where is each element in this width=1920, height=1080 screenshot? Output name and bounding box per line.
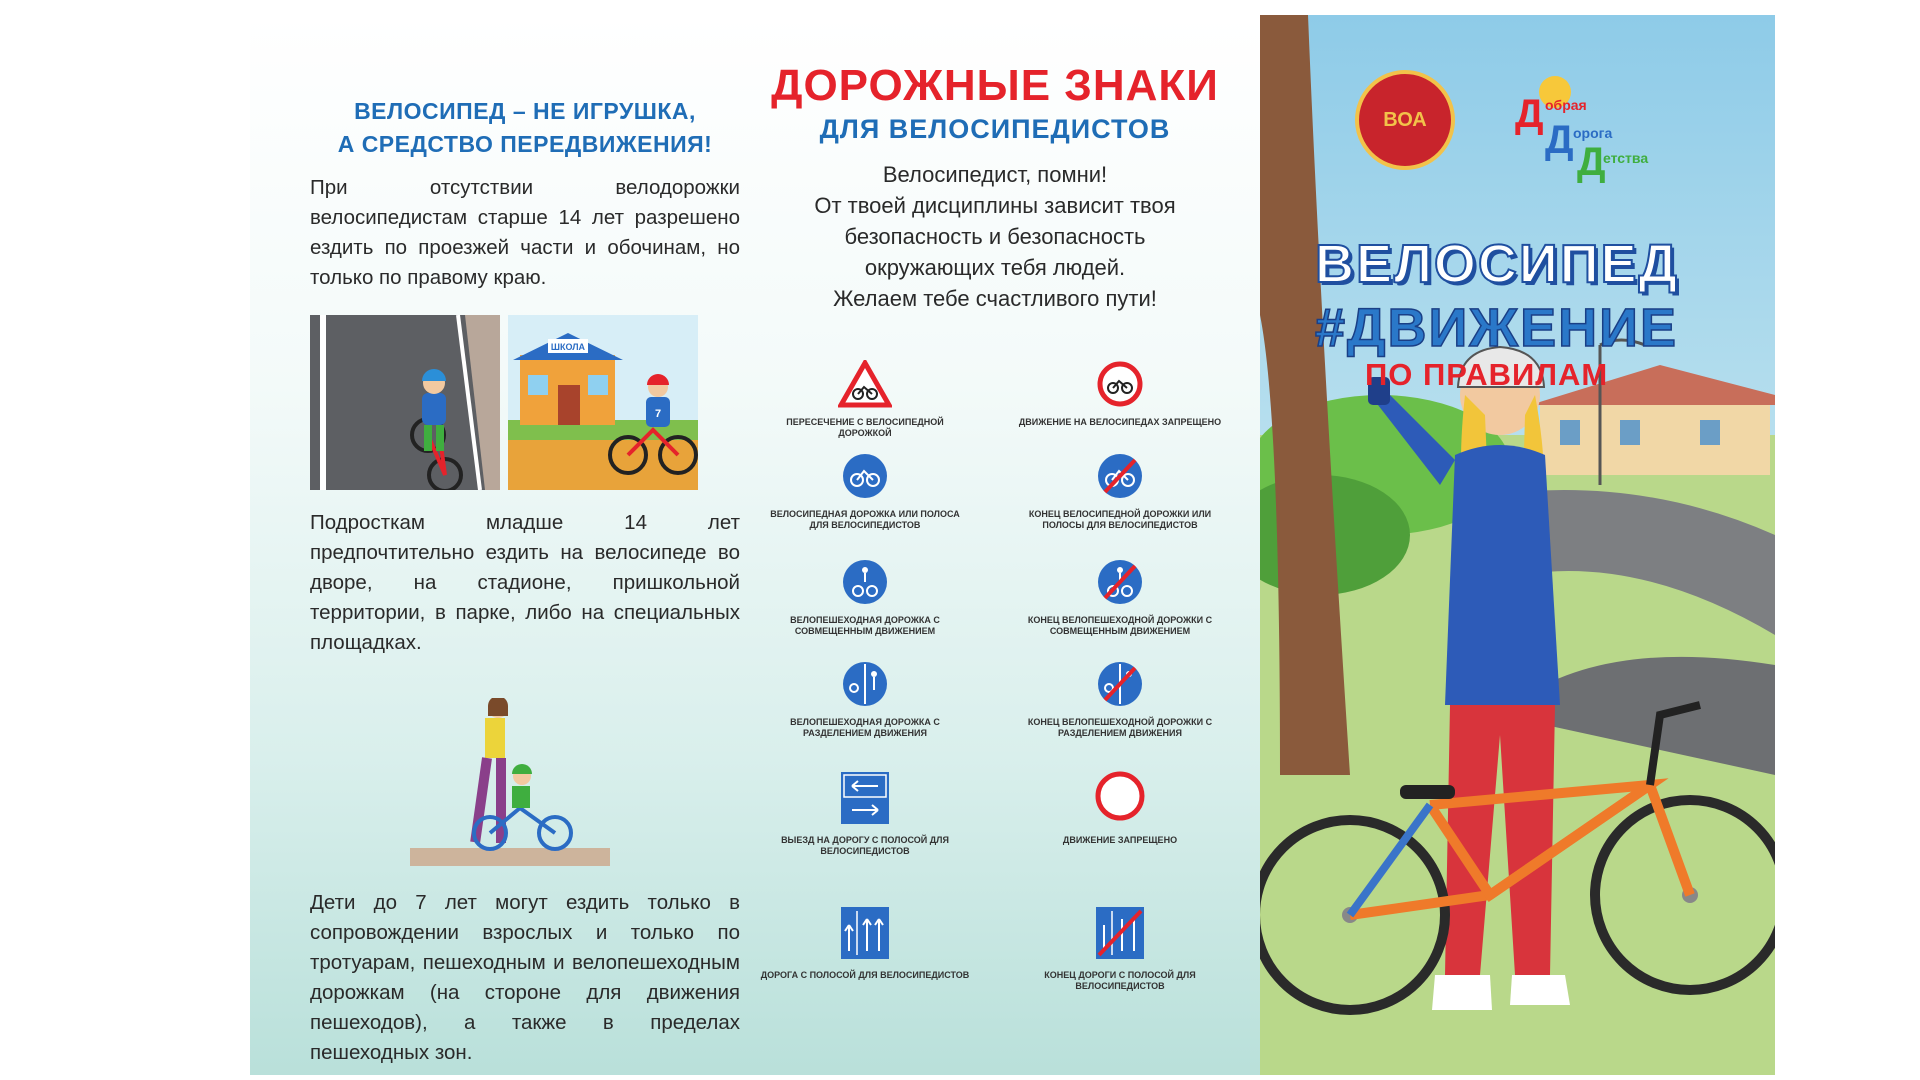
sign-caption: КОНЕЦ ВЕЛОПЕШЕХОДНОЙ ДОРОЖКИ С СОВМЕЩЕННЫМ ДВИЖЕНИЕМ bbox=[1027, 615, 1213, 636]
parent-child-illustration bbox=[410, 698, 610, 868]
illustration-row bbox=[310, 315, 740, 490]
split-path-icon bbox=[838, 660, 892, 708]
sign-caption: ВЕЛОСИПЕДНАЯ ДОРОЖКА ИЛИ ПОЛОСА ДЛЯ ВЕЛОСИПЕДИСТОВ bbox=[770, 509, 960, 530]
sign-caption: ВЫЕЗД НА ДОРОГУ С ПОЛОСОЙ ДЛЯ ВЕЛОСИПЕДИСТОВ bbox=[781, 835, 949, 856]
reminder-line: Велосипедист, помни! bbox=[882, 162, 1108, 187]
sign-item bbox=[1015, 558, 1225, 637]
sign-item bbox=[1015, 452, 1225, 531]
sign-caption: ВЕЛОПЕШЕХОДНАЯ ДОРОЖКА С СОВМЕЩЕННЫМ ДВИЖЕНИЕМ bbox=[790, 615, 940, 636]
end-shared-path-icon bbox=[1093, 558, 1147, 606]
road-bicycle-lane-icon bbox=[838, 905, 892, 961]
dobraya-doroga-logo bbox=[1515, 70, 1665, 184]
sign-caption: ДВИЖЕНИЕ ЗАПРЕЩЕНО bbox=[1062, 835, 1178, 845]
cover-title-line2: #ДВИЖЕНИЕ bbox=[1315, 298, 1678, 358]
sign-caption: ПЕРЕСЕЧЕНИЕ С ВЕЛОСИПЕДНОЙ ДОРОЖКОЙ bbox=[786, 417, 944, 438]
signs-title: ДОРОЖНЫЕ ЗНАКИ bbox=[771, 61, 1219, 110]
sign-item bbox=[760, 558, 970, 637]
sign-caption: КОНЕЦ ВЕЛОСИПЕДНОЙ ДОРОЖКИ ИЛИ ПОЛОСЫ ДЛЯ ВЕЛОСИПЕДИСТОВ bbox=[1028, 509, 1212, 530]
cover-panel bbox=[1260, 15, 1775, 1075]
sign-item bbox=[760, 360, 970, 439]
sign-caption: ДОРОГА С ПОЛОСОЙ ДЛЯ ВЕЛОСИПЕДИСТОВ bbox=[760, 970, 970, 980]
paragraph-young-children: Дети до 7 лет могут ездить только в сопровождении взрослых и только по тротуарам, пешеходным и велопешеходным дорожкам (на стороне для движения пешеходов), а также в пределах пешеходных зон. bbox=[310, 891, 740, 1064]
sign-item bbox=[760, 660, 970, 739]
signs-subtitle: ДЛЯ ВЕЛОСИПЕДИСТОВ bbox=[819, 114, 1171, 144]
voa-emblem-text: ВОА bbox=[1383, 108, 1427, 131]
reminder-line: Желаем тебе счастливого пути! bbox=[833, 286, 1157, 311]
cover-title-line3: ПО ПРАВИЛАМ bbox=[1365, 357, 1609, 392]
paragraph-teens: Подросткам младше 14 лет предпочтительно ездить на велосипеде во дворе, на стадионе, пришкольной территории, в парке, либо на специальных площадках. bbox=[310, 511, 740, 654]
sign-caption: КОНЕЦ ДОРОГИ С ПОЛОСОЙ ДЛЯ ВЕЛОСИПЕДИСТОВ bbox=[1044, 970, 1196, 991]
left-column bbox=[310, 75, 740, 1068]
middle-column bbox=[770, 60, 1220, 314]
sign-item bbox=[1015, 770, 1225, 846]
cover-title-line1: ВЕЛОСИПЕД bbox=[1315, 234, 1680, 294]
end-road-bicycle-lane-icon bbox=[1093, 905, 1147, 961]
left-heading bbox=[310, 95, 740, 161]
no-bicycles-icon bbox=[1093, 360, 1147, 408]
brochure bbox=[250, 15, 1775, 1075]
reminder-line: От твоей дисциплины зависит твоя bbox=[814, 193, 1176, 218]
jersey-number: 7 bbox=[654, 408, 662, 420]
logo-letter: Д bbox=[1545, 118, 1574, 162]
logo-word: орога bbox=[1573, 125, 1613, 141]
logo-letter: Д bbox=[1515, 92, 1544, 136]
no-entry-icon bbox=[1093, 770, 1147, 826]
sign-item bbox=[760, 452, 970, 531]
school-cyclist-illustration bbox=[508, 315, 698, 490]
sign-caption: ДВИЖЕНИЕ НА ВЕЛОСИПЕДАХ ЗАПРЕЩЕНО bbox=[1018, 417, 1222, 427]
road-signs-grid bbox=[760, 360, 1240, 1020]
bicycle-path-icon bbox=[838, 452, 892, 500]
reminder-line: окружающих тебя людей. bbox=[864, 255, 1126, 280]
left-heading-line2: А СРЕДСТВО ПЕРЕДВИЖЕНИЯ! bbox=[337, 131, 713, 157]
school-sign-label: ШКОЛА bbox=[550, 342, 586, 352]
voa-emblem-logo bbox=[1355, 70, 1455, 170]
reminder-line: безопасность и безопасность bbox=[844, 224, 1146, 249]
left-heading-line1: ВЕЛОСИПЕД – НЕ ИГРУШКА, bbox=[354, 98, 696, 124]
sign-caption: ВЕЛОПЕШЕХОДНАЯ ДОРОЖКА С РАЗДЕЛЕНИЕМ ДВИЖЕНИЯ bbox=[790, 717, 940, 738]
cyclist-reminder bbox=[770, 159, 1220, 314]
triangle-bicycle-icon bbox=[838, 360, 892, 408]
logo-word: етства bbox=[1603, 150, 1649, 166]
shared-path-icon bbox=[838, 558, 892, 606]
paragraph-road-rules: При отсутствии велодорожки велосипедистам старше 14 лет разрешено ездить по проезжей части и обочинам, но только по правому краю. bbox=[310, 176, 740, 289]
end-split-path-icon bbox=[1093, 660, 1147, 708]
logo-letter: Д bbox=[1577, 140, 1606, 184]
sign-item bbox=[760, 905, 970, 981]
logo-word: обрая bbox=[1545, 97, 1587, 113]
sign-item bbox=[1015, 360, 1225, 428]
road-cyclist-illustration bbox=[310, 315, 500, 490]
sign-item bbox=[760, 770, 970, 857]
sign-item bbox=[1015, 660, 1225, 739]
sign-item bbox=[1015, 905, 1225, 992]
inner-panels bbox=[250, 15, 1260, 1075]
end-bicycle-path-icon bbox=[1093, 452, 1147, 500]
sign-caption: КОНЕЦ ВЕЛОПЕШЕХОДНОЙ ДОРОЖКИ С РАЗДЕЛЕНИЕМ ДВИЖЕНИЯ bbox=[1027, 717, 1213, 738]
exit-bicycle-lane-icon bbox=[838, 770, 892, 826]
